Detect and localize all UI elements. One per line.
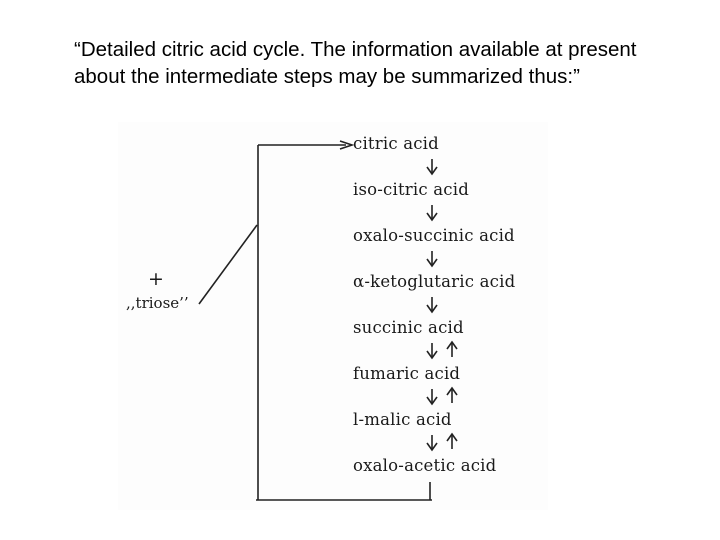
down-arrow [427,251,437,266]
plus-sign: + [148,268,164,290]
step-oxalo-acetic-acid: oxalo-acetic acid [353,456,497,475]
down-arrow [427,159,437,174]
step-alpha-ketoglutaric-acid: α-ketoglutaric acid [353,272,516,291]
step-fumaric-acid: fumaric acid [353,364,461,383]
figure-caption: “Detailed citric acid cycle. The information available at present about the intermediate steps may be summarized thus:” [74,38,637,88]
triose-entry-line [199,225,257,304]
step-iso-citric-acid: iso-citric acid [353,180,469,199]
reversible-arrow [427,434,457,450]
step-oxalo-succinic-acid: oxalo-succinic acid [353,226,515,245]
down-arrow [427,205,437,220]
down-arrow [427,297,437,312]
step-citric-acid: citric acid [353,134,439,153]
reversible-arrow [427,342,457,358]
step-succinic-acid: succinic acid [353,318,464,337]
step-l-malic-acid: l-malic acid [353,410,452,429]
reversible-arrow [427,388,457,404]
triose-label: ,,triose’’ [126,294,189,312]
